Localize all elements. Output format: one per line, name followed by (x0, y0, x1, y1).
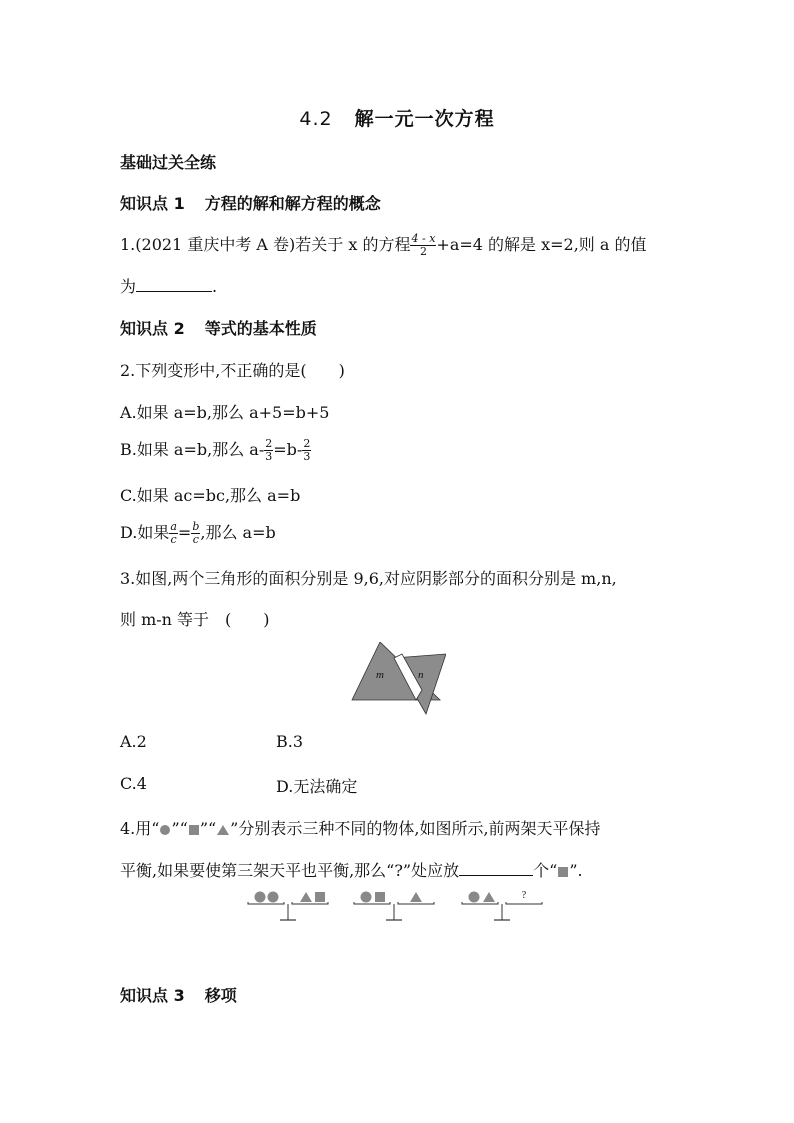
knowledge-point-3-heading: 知识点 3 移项 (120, 986, 237, 1005)
question-1-line-1: 1.(2021 重庆中考 A 卷)若关于 x 的方程 $\frac{4 - x}{2}$ +a=4 的解是 x=2,则 a 的值 (120, 232, 647, 258)
label-m: m (376, 669, 384, 681)
exercise-section-heading: 基础过关全练 (120, 153, 217, 172)
page-title (0, 104, 794, 131)
circle-icon (268, 892, 279, 903)
question-3-option-b[interactable]: B.3 (276, 732, 304, 751)
question-2-option-c[interactable]: C.如果 ac=bc,那么 a=b (120, 486, 301, 505)
balance-scale-2 (354, 892, 434, 921)
question-3-option-a[interactable]: A.2 (120, 732, 147, 751)
question-3-option-c[interactable]: C.4 (120, 774, 147, 793)
question-4-line-2: 平衡,如果要使第三架天平也平衡,那么“?”处应放 个“ ”. (120, 861, 583, 880)
circle-icon (255, 892, 266, 903)
overlapping-triangles-figure (350, 642, 446, 716)
knowledge-point-2-heading: 知识点 2 等式的基本性质 (120, 319, 317, 338)
question-3-option-d[interactable]: D.无法确定 (276, 777, 358, 796)
triangle-icon (410, 892, 422, 902)
answer-blank[interactable] (459, 861, 533, 876)
square-icon (558, 867, 568, 877)
question-2-option-b[interactable]: B.如果 a=b,那么 a- $\frac{2}{3}$ =b- $\frac{2}{3}$ (120, 437, 311, 463)
circle-icon (160, 825, 170, 835)
square-icon (375, 892, 385, 902)
square-icon (189, 825, 199, 835)
balance-scale-3 (462, 890, 542, 920)
question-3-line-2: 则 m-n 等于 ( ) (120, 610, 270, 629)
circle-icon (469, 892, 480, 903)
fraction-4-minus-x-over-2: $\frac{4 - x}{2}$ (411, 232, 436, 258)
question-mark-label: ? (521, 890, 527, 901)
question-1-line-2: 为 . (120, 277, 218, 296)
square-icon (315, 892, 325, 902)
question-3-line-1: 3.如图,两个三角形的面积分别是 9,6,对应阴影部分的面积分别是 m,n, (120, 569, 617, 588)
triangle-icon (217, 825, 229, 835)
balance-scales-figure (244, 884, 554, 928)
triangle-icon (483, 892, 495, 902)
knowledge-point-1-heading: 知识点 1 方程的解和解方程的概念 (120, 194, 381, 213)
question-4-line-1: 4.用“ ”“ ”“ ”分别表示三种不同的物体,如图所示,前两架天平保持 (120, 819, 601, 838)
question-2-option-a[interactable]: A.如果 a=b,那么 a+5=b+5 (120, 403, 330, 422)
answer-blank[interactable] (136, 277, 212, 292)
question-2-option-d[interactable]: D.如果 $\frac{a}{c}$ = $\frac{b}{c}$ ,那么 a=b (120, 520, 276, 546)
section-number: 4.2 (299, 108, 333, 130)
question-2-stem: 2.下列变形中,不正确的是( ) (120, 361, 345, 380)
balance-scale-1 (248, 892, 328, 921)
section-title: 解一元一次方程 (354, 108, 495, 130)
label-n: n (418, 669, 424, 681)
triangle-icon (300, 892, 312, 902)
circle-icon (361, 892, 372, 903)
